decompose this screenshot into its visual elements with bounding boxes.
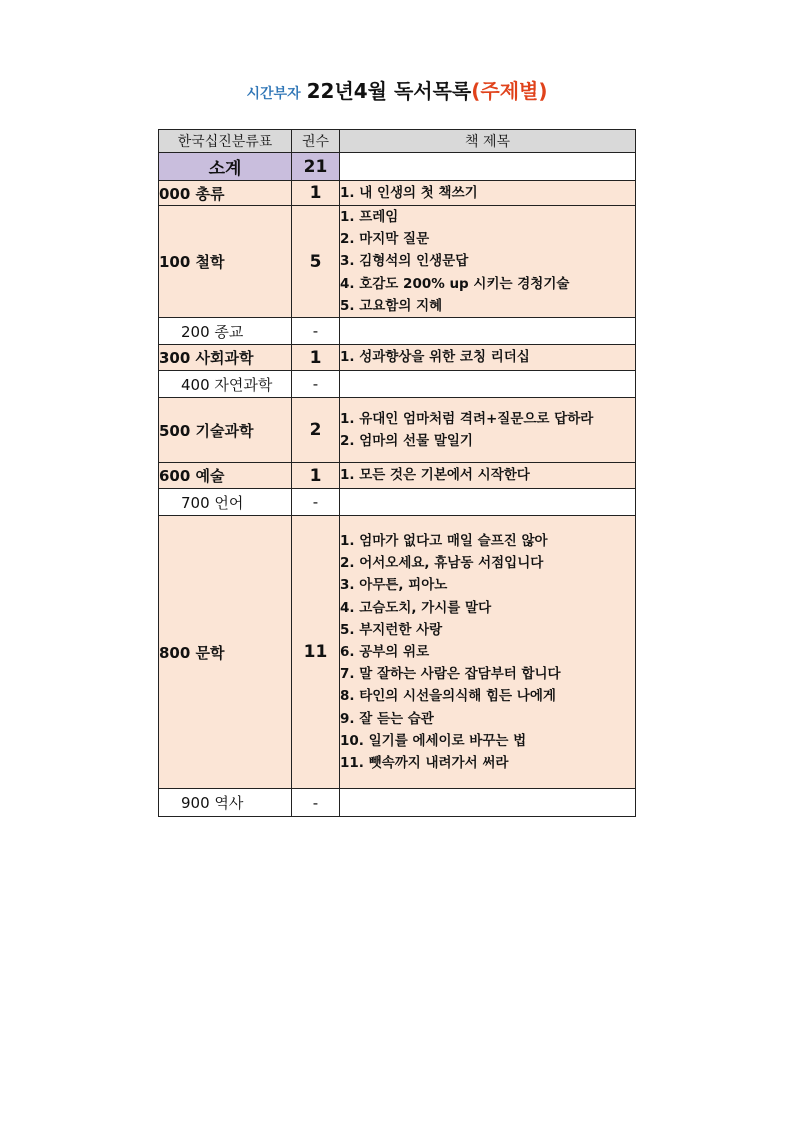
book-title: 1. 내 인생의 첫 책쓰기 <box>340 184 478 201</box>
count-cell: 2 <box>292 398 340 463</box>
table-row <box>159 318 636 345</box>
table-row <box>159 398 636 463</box>
table-row <box>159 463 636 489</box>
category-cell: 700 언어 <box>159 489 292 516</box>
table-row <box>159 345 636 371</box>
title-suffix: (주제별) <box>471 79 548 103</box>
count-cell: 1 <box>292 345 340 371</box>
category-cell: 300 사회과학 <box>159 345 292 371</box>
book-title: 2. 마지막 질문 <box>340 231 430 248</box>
books-cell <box>340 371 636 398</box>
book-title: 5. 부지런한 사랑 <box>340 621 443 638</box>
books-cell <box>340 181 636 206</box>
book-title: 1. 프레임 <box>340 209 399 225</box>
title-prefix: 시간부자 <box>246 86 301 102</box>
book-title: 3. 아무튼, 피아노 <box>340 577 448 594</box>
book-title: 4. 호감도 200% up 시키는 경청기술 <box>340 275 570 292</box>
table-row <box>159 371 636 398</box>
header-category: 한국십진분류표 <box>159 130 292 153</box>
book-title: 11. 뺏속까지 내려가서 써라 <box>340 754 509 771</box>
table-row <box>159 516 636 789</box>
table-row <box>159 206 636 318</box>
book-title: 8. 타인의 시선을의식해 힘든 나에게 <box>340 688 556 705</box>
category-cell: 100 철학 <box>159 206 292 318</box>
category-cell: 900 역사 <box>159 789 292 817</box>
book-title: 3. 김형석의 인생문답 <box>340 253 469 270</box>
summary-row <box>159 153 636 181</box>
page-title <box>0 76 794 109</box>
summary-count: 21 <box>292 153 340 181</box>
count-cell: - <box>292 371 340 398</box>
book-title: 4. 고슴도치, 가시를 말다 <box>340 599 492 616</box>
reading-list-table <box>158 129 636 817</box>
category-cell: 800 문학 <box>159 516 292 789</box>
count-cell: 11 <box>292 516 340 789</box>
category-cell: 200 종교 <box>159 318 292 345</box>
header-row <box>159 130 636 153</box>
count-cell: - <box>292 489 340 516</box>
book-title: 7. 말 잘하는 사람은 잡담부터 합니다 <box>340 666 561 683</box>
category-cell: 500 기술과학 <box>159 398 292 463</box>
table-row <box>159 789 636 817</box>
book-title: 10. 일기를 에세이로 바꾸는 법 <box>340 732 527 749</box>
table-row <box>159 489 636 516</box>
book-title: 2. 엄마의 선물 말일기 <box>340 433 473 450</box>
summary-books <box>340 153 636 181</box>
count-cell: - <box>292 318 340 345</box>
books-cell <box>340 398 636 463</box>
count-cell: 1 <box>292 463 340 489</box>
book-title: 1. 모든 것은 기본에서 시작한다 <box>340 467 530 484</box>
book-title: 1. 엄마가 없다고 매일 슬프진 않아 <box>340 532 548 549</box>
category-cell: 000 총류 <box>159 181 292 206</box>
count-cell: - <box>292 789 340 817</box>
category-cell: 400 자연과학 <box>159 371 292 398</box>
books-cell <box>340 789 636 817</box>
book-title: 1. 유대인 엄마처럼 격려+질문으로 답하라 <box>340 410 594 427</box>
book-title: 6. 공부의 위로 <box>340 643 430 660</box>
title-main: 22년4월 독서목록 <box>306 79 472 103</box>
books-cell <box>340 463 636 489</box>
summary-label: 소계 <box>159 153 292 181</box>
book-title: 2. 어서오세요, 휴남동 서점입니다 <box>340 555 544 572</box>
category-cell: 600 예술 <box>159 463 292 489</box>
book-title: 5. 고요함의 지혜 <box>340 297 443 314</box>
books-cell <box>340 318 636 345</box>
books-cell <box>340 345 636 371</box>
count-cell: 5 <box>292 206 340 318</box>
books-cell <box>340 206 636 318</box>
header-books: 책 제목 <box>340 130 636 153</box>
books-cell <box>340 489 636 516</box>
header-count: 권수 <box>292 130 340 153</box>
books-cell <box>340 516 636 789</box>
count-cell: 1 <box>292 181 340 206</box>
table-row <box>159 181 636 206</box>
book-title: 9. 잘 듣는 습관 <box>340 710 434 727</box>
book-title: 1. 성과향상을 위한 코칭 리더십 <box>340 349 530 366</box>
